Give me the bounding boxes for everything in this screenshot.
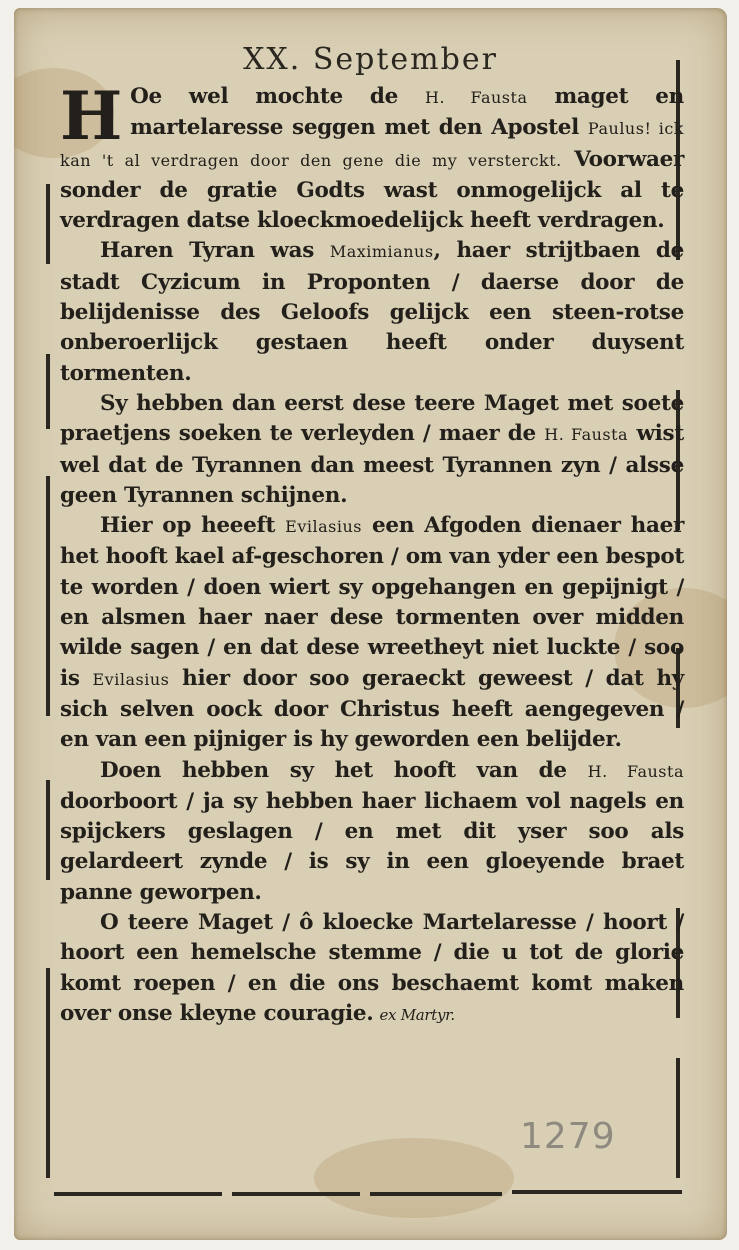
roman-name: H. Fausta bbox=[587, 761, 684, 781]
paragraph bbox=[60, 908, 684, 1030]
left-rule bbox=[46, 780, 50, 880]
roman-name: H. Fausta bbox=[425, 88, 528, 107]
roman-name: Evilasius bbox=[92, 669, 170, 689]
paper-sheet bbox=[14, 8, 727, 1240]
source-note: ex Martyr. bbox=[379, 1005, 455, 1024]
roman-name: Maximianus bbox=[329, 242, 434, 262]
text-run: Hier op heeeft bbox=[100, 513, 286, 539]
left-rule bbox=[46, 968, 50, 1178]
roman-name: H. Fausta bbox=[544, 425, 629, 445]
paragraph bbox=[60, 756, 684, 908]
text-run: hier door soo geraeckt geweest / dat hy sich selven oock door Christus heeft aengegeven / en van een pijniger is hy geworden een belijder. bbox=[60, 665, 684, 753]
left-rule bbox=[46, 184, 50, 264]
drop-cap: H bbox=[60, 77, 123, 155]
bottom-rule bbox=[54, 1192, 222, 1196]
text-run: maget en martelaresse seggen met den Apostel bbox=[130, 84, 684, 141]
body-text bbox=[60, 77, 684, 1030]
text-run: Voorwaer sonder de gratie Godts wast onmogelijck al te verdragen datse kloeckmoedelijck heeft verdragen. bbox=[60, 146, 684, 234]
text-run: Sy hebben dan eerst dese teere Maget met soete praetjens soeken te verleyden / maer de bbox=[60, 390, 684, 447]
text-run: wist wel dat de Tyrannen dan meest Tyrannen zyn / alsse geen Tyrannen schijnen. bbox=[60, 421, 684, 508]
page-title: XX. September bbox=[243, 42, 498, 77]
text-run: Oe wel mochte de bbox=[130, 84, 426, 109]
paragraph bbox=[60, 236, 684, 388]
text-run: Doen hebben sy het hooft van de bbox=[100, 757, 588, 783]
paragraph bbox=[60, 77, 684, 236]
roman-name: Evilasius bbox=[285, 517, 362, 537]
roman-name: Paulus! ick kan 't al verdragen door den gene die my versterckt. bbox=[60, 119, 684, 170]
text-run: doorboort / ja sy hebben haer lichaem vol nagels en spijckers geslagen / en met dit yser soo als gelardeert zynde / is sy in een gloeyende braet panne geworpen. bbox=[60, 788, 684, 905]
paragraph bbox=[60, 511, 684, 755]
text-run: , haer strijtbaen de stadt Cyzicum in Proponten / daerse door de belijdenisse des Geloofs gelijck een steen-rotse onberoerlijck gestaen heeft onder duysent tormenten. bbox=[60, 238, 684, 386]
text-run: Haren Tyran was bbox=[100, 238, 330, 264]
bottom-rule bbox=[370, 1192, 502, 1196]
left-rule bbox=[46, 354, 50, 429]
bottom-rule bbox=[512, 1190, 682, 1194]
left-rule bbox=[46, 476, 50, 716]
bottom-rule bbox=[232, 1192, 360, 1196]
text-run: O teere Maget / ô kloecke Martelaresse / hoort / hoort een hemelsche stemme / die u tot de glorie komt roepen / en die ons beschaemt komt maken over onse kleyne couragie. bbox=[60, 910, 684, 1026]
paragraph bbox=[60, 389, 684, 511]
pencil-note: 1279 bbox=[520, 1116, 616, 1157]
text-run: een Afgoden dienaer haer het hooft kael af-geschoren / om van yder een bespot te worden / doen wiert sy opgehangen en gepijnigt / en alsmen haer naer dese tormenten over midden wilde sagen / en dat dese wreetheyt niet luckte / soo is bbox=[60, 513, 684, 691]
right-rule bbox=[676, 1058, 680, 1178]
